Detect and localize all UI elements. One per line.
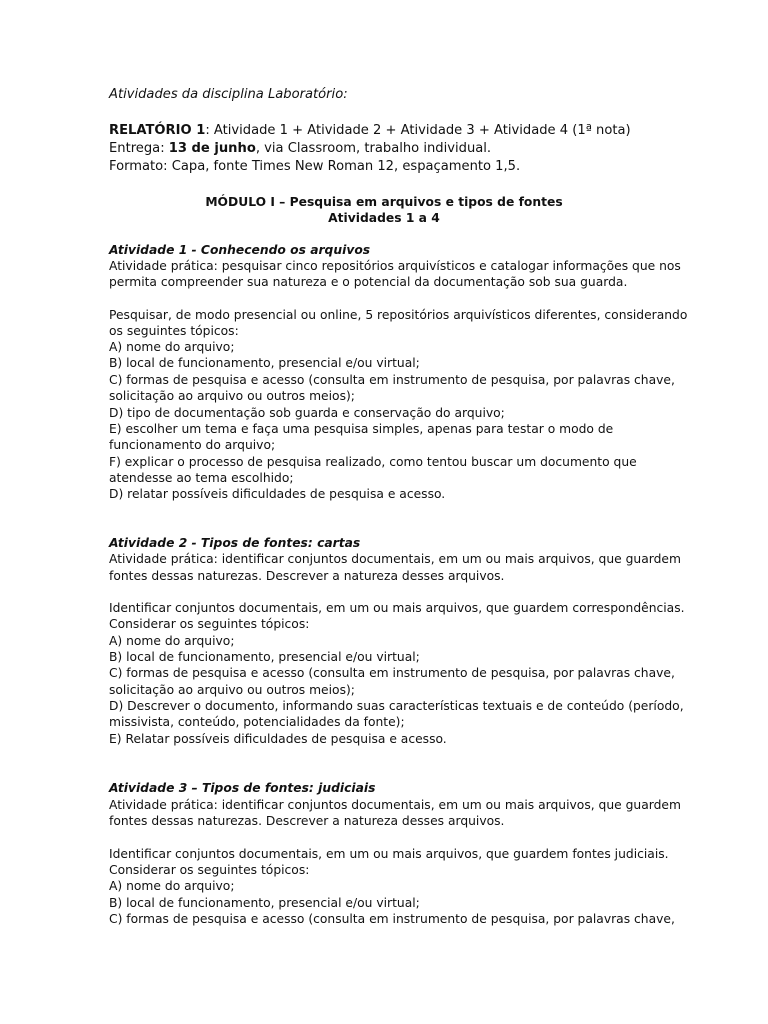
- activity1-heading: Atividade 1 - Conhecendo os arquivos: [109, 243, 371, 257]
- activity3-line: Considerar os seguintes tópicos:: [109, 863, 310, 877]
- activity1-line: F) explicar o processo de pesquisa realizado, como tentou buscar um documento que: [109, 455, 637, 469]
- report-label: RELATÓRIO 1: [109, 123, 206, 138]
- activity2-line: Considerar os seguintes tópicos:: [109, 617, 310, 631]
- activity3-line: Atividade prática: identificar conjuntos documentais, em um ou mais arquivos, que guardem: [109, 798, 681, 812]
- activity1-line: D) relatar possíveis dificuldades de pesquisa e acesso.: [109, 487, 446, 501]
- activity1-line: Pesquisar, de modo presencial ou online, 5 repositórios arquivísticos diferentes, considerando: [109, 308, 688, 322]
- activity2-line: Atividade prática: identificar conjuntos documentais, em um ou mais arquivos, que guardem: [109, 552, 681, 566]
- module-title: MÓDULO I – Pesquisa em arquivos e tipos de fontes: [205, 195, 563, 209]
- delivery-date: 13 de junho: [168, 141, 256, 156]
- activity2-line: D) Descrever o documento, informando suas características textuais e de conteúdo (período,: [109, 699, 684, 713]
- delivery-label: Entrega:: [109, 141, 169, 156]
- activity1-line: os seguintes tópicos:: [109, 324, 239, 338]
- activity1-line: B) local de funcionamento, presencial e/ou virtual;: [109, 356, 420, 370]
- activity1-line: E) escolher um tema e faça uma pesquisa simples, apenas para testar o modo de: [109, 422, 614, 436]
- activity1-line: A) nome do arquivo;: [109, 340, 235, 354]
- format-line: Formato: Capa, fonte Times New Roman 12, espaçamento 1,5.: [109, 159, 521, 174]
- report-text: : Atividade 1 + Atividade 2 + Atividade 3 + Atividade 4 (1ª nota): [205, 123, 631, 138]
- activity2-line: missivista, conteúdo, potencialidades da fonte);: [109, 715, 405, 729]
- activity2-line: C) formas de pesquisa e acesso (consulta em instrumento de pesquisa, por palavras chave,: [109, 666, 675, 680]
- activity1-line: D) tipo de documentação sob guarda e conservação do arquivo;: [109, 406, 505, 420]
- activity2-line: A) nome do arquivo;: [109, 634, 235, 648]
- delivery-line: [109, 140, 491, 158]
- delivery-rest: , via Classroom, trabalho individual.: [255, 141, 492, 156]
- activity2-line: solicitação ao arquivo ou outros meios);: [109, 683, 355, 697]
- activity3-line: C) formas de pesquisa e acesso (consulta em instrumento de pesquisa, por palavras chave,: [109, 912, 675, 926]
- activity1-line: Atividade prática: pesquisar cinco repositórios arquivísticos e catalogar informações que nos: [109, 259, 681, 273]
- activity1-line: atendesse ao tema escolhido;: [109, 471, 294, 485]
- activity2-line: B) local de funcionamento, presencial e/ou virtual;: [109, 650, 420, 664]
- activity3-heading: Atividade 3 – Tipos de fontes: judiciais: [109, 781, 376, 795]
- activity3-line: B) local de funcionamento, presencial e/ou virtual;: [109, 896, 420, 910]
- activity3-line: A) nome do arquivo;: [109, 879, 235, 893]
- activity2-line: fontes dessas naturezas. Descrever a natureza desses arquivos.: [109, 569, 505, 583]
- activity2-line: E) Relatar possíveis dificuldades de pesquisa e acesso.: [109, 732, 447, 746]
- activity2-line: Identificar conjuntos documentais, em um ou mais arquivos, que guardem correspondências.: [109, 601, 685, 615]
- activity2-heading: Atividade 2 - Tipos de fontes: cartas: [109, 536, 361, 550]
- activity1-line: C) formas de pesquisa e acesso (consulta em instrumento de pesquisa, por palavras chave,: [109, 373, 675, 387]
- activity1-line: permita compreender sua natureza e o potencial da documentação sob sua guarda.: [109, 275, 628, 289]
- module-subtitle: Atividades 1 a 4: [328, 211, 440, 225]
- activity1-line: solicitação ao arquivo ou outros meios);: [109, 389, 355, 403]
- activity1-line: funcionamento do arquivo;: [109, 438, 276, 452]
- activity3-line: Identificar conjuntos documentais, em um ou mais arquivos, que guardem fontes judiciais.: [109, 847, 669, 861]
- report-line: [109, 122, 631, 140]
- intro-line: Atividades da disciplina Laboratório:: [109, 87, 348, 102]
- activity3-line: fontes dessas naturezas. Descrever a natureza desses arquivos.: [109, 814, 505, 828]
